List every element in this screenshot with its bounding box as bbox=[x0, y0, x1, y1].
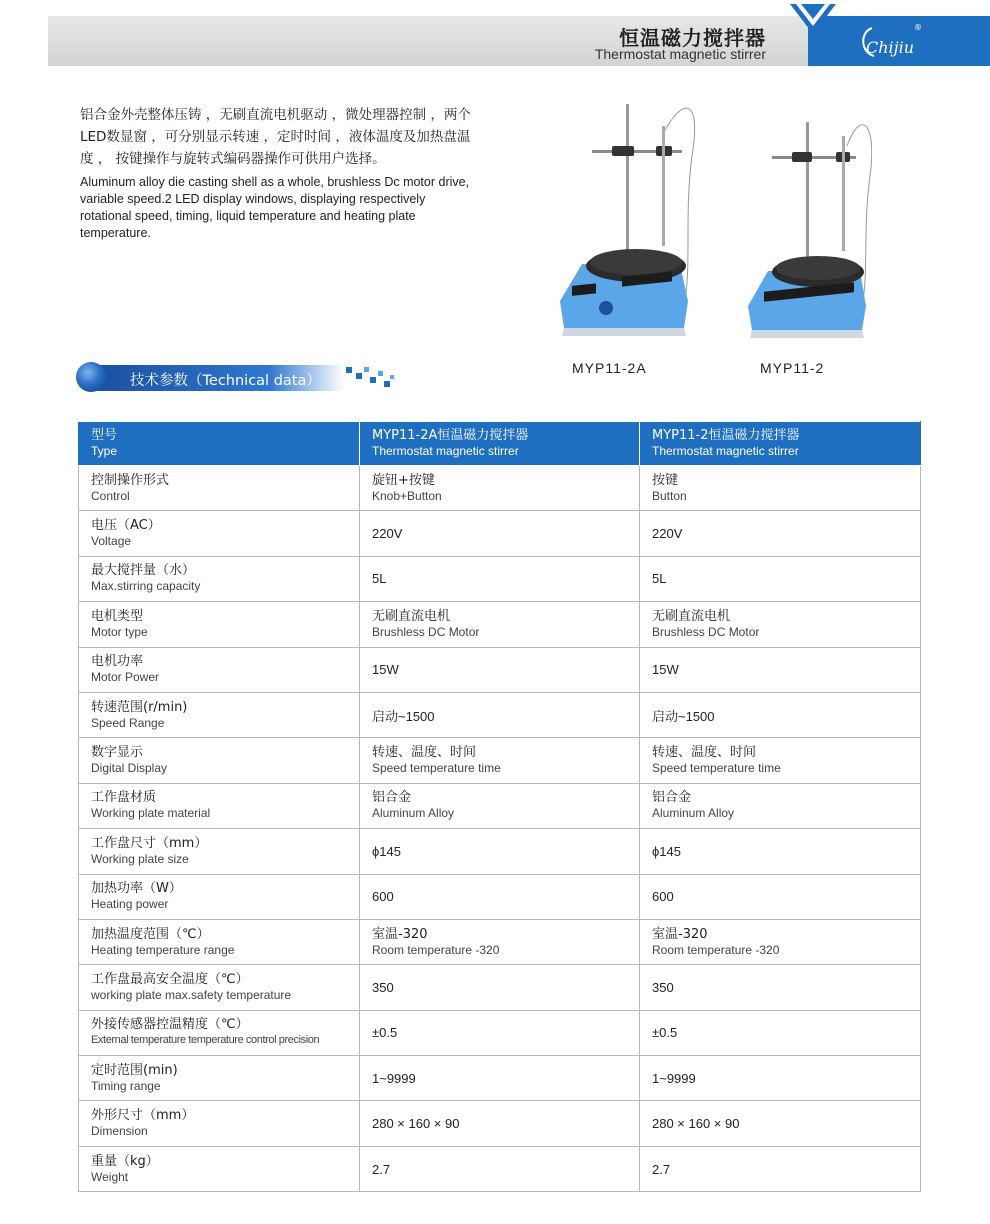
header-cn: MYP11-2恒温磁力搅拌器 bbox=[652, 428, 800, 443]
value-cell bbox=[360, 556, 640, 601]
page-title: 恒温磁力搅拌器 bbox=[619, 26, 766, 50]
label-en: Timing range bbox=[91, 1078, 161, 1093]
row-label bbox=[79, 511, 360, 556]
pixel-decoration-icon bbox=[344, 365, 398, 391]
section-heading: 技术参数（Technical data） bbox=[130, 373, 321, 389]
brand-logo-text: Chijiu bbox=[866, 38, 915, 57]
header-cell bbox=[79, 422, 360, 466]
header-en: Type bbox=[91, 444, 118, 458]
value: 15W bbox=[652, 662, 679, 678]
value-cn: 无刷直流电机 bbox=[372, 608, 451, 624]
product-caption-myp11-2a: MYP11-2A bbox=[572, 360, 647, 376]
value-cn: 旋钮+按键 bbox=[372, 472, 435, 488]
value-cell bbox=[640, 466, 921, 511]
value-cell bbox=[640, 738, 921, 783]
label-en: External temperature temperature control precision bbox=[91, 1034, 320, 1047]
banner-chevron-icon bbox=[790, 4, 836, 34]
value: ±0.5 bbox=[652, 1025, 678, 1041]
value-en: Speed temperature time bbox=[652, 761, 781, 776]
label-cn: 控制操作形式 bbox=[91, 472, 170, 488]
value-cell bbox=[640, 1101, 921, 1146]
value-en: Room temperature -320 bbox=[372, 942, 500, 957]
value-cell bbox=[360, 466, 640, 511]
row-label bbox=[79, 1146, 360, 1191]
value-en: Button bbox=[652, 488, 687, 503]
value: 5L bbox=[652, 571, 667, 587]
row-label bbox=[79, 1101, 360, 1146]
table-row bbox=[79, 1056, 921, 1101]
value: 280 × 160 × 90 bbox=[652, 1116, 740, 1132]
value: 600 bbox=[652, 889, 674, 905]
value-cell bbox=[360, 919, 640, 964]
label-cn: 重量（kg） bbox=[91, 1153, 159, 1169]
label-en: Motor type bbox=[91, 624, 148, 639]
value-cell bbox=[360, 1056, 640, 1101]
value-cell bbox=[360, 1010, 640, 1055]
value-cell bbox=[640, 874, 921, 919]
value: 2.7 bbox=[372, 1161, 391, 1177]
value-cell bbox=[360, 783, 640, 828]
label-cn: 工作盘最高安全温度（℃） bbox=[91, 971, 249, 987]
table-row bbox=[79, 829, 921, 874]
value-cell bbox=[360, 602, 640, 647]
row-label bbox=[79, 874, 360, 919]
label-en: Weight bbox=[91, 1169, 129, 1184]
row-label bbox=[79, 738, 360, 783]
label-cn: 外接传感器控温精度（℃） bbox=[91, 1017, 249, 1033]
label-cn: 加热温度范围（℃） bbox=[91, 926, 210, 942]
label-en: Dimension bbox=[91, 1124, 148, 1139]
value-cell bbox=[640, 602, 921, 647]
table-row bbox=[79, 919, 921, 964]
table-row bbox=[79, 692, 921, 737]
value-cell bbox=[640, 692, 921, 737]
table-header-row bbox=[79, 422, 921, 466]
row-label bbox=[79, 466, 360, 511]
table-row bbox=[79, 602, 921, 647]
value-en: Aluminum Alloy bbox=[372, 806, 455, 821]
value: 1~9999 bbox=[372, 1070, 416, 1086]
value-cell bbox=[640, 647, 921, 692]
row-label bbox=[79, 919, 360, 964]
label-cn: 加热功率（W） bbox=[91, 881, 182, 897]
label-en: Working plate material bbox=[91, 806, 211, 821]
product-image-myp11-2 bbox=[742, 116, 872, 346]
value: ±0.5 bbox=[372, 1025, 398, 1041]
value: 220V bbox=[652, 526, 683, 542]
svg-text:®: ® bbox=[914, 23, 922, 32]
value: 15W bbox=[372, 662, 399, 678]
value: 启动~1500 bbox=[652, 708, 715, 724]
table-row bbox=[79, 1010, 921, 1055]
value-cn: 转速、温度、时间 bbox=[652, 745, 757, 761]
value-cell bbox=[360, 1146, 640, 1191]
label-cn: 工作盘尺寸（mm） bbox=[91, 835, 208, 851]
table-row bbox=[79, 1101, 921, 1146]
value-cell bbox=[360, 829, 640, 874]
product-caption-myp11-2: MYP11-2 bbox=[760, 360, 825, 376]
table-row bbox=[79, 965, 921, 1010]
label-en: Control bbox=[91, 488, 130, 503]
product-image-myp11-2a bbox=[552, 96, 702, 344]
label-en: Voltage bbox=[91, 534, 132, 549]
label-cn: 数字显示 bbox=[91, 745, 144, 761]
label-cn: 工作盘材质 bbox=[91, 790, 157, 806]
label-cn: 外形尺寸（mm） bbox=[91, 1108, 195, 1124]
value-cell bbox=[640, 783, 921, 828]
value-cn: 按键 bbox=[652, 472, 679, 488]
table-row bbox=[79, 874, 921, 919]
table-row bbox=[79, 738, 921, 783]
value: ϕ145 bbox=[372, 843, 401, 859]
value-cell bbox=[640, 829, 921, 874]
label-cn: 电机功率 bbox=[91, 654, 144, 670]
value-cn: 无刷直流电机 bbox=[652, 608, 731, 624]
row-label bbox=[79, 692, 360, 737]
row-label bbox=[79, 965, 360, 1010]
value-cell bbox=[360, 692, 640, 737]
value: 350 bbox=[652, 979, 674, 995]
value-en: Room temperature -320 bbox=[652, 942, 780, 957]
value: 2.7 bbox=[652, 1161, 671, 1177]
table-row bbox=[79, 556, 921, 601]
row-label bbox=[79, 829, 360, 874]
label-cn: 转速范围(r/min) bbox=[91, 699, 188, 715]
value-en: Knob+Button bbox=[372, 488, 442, 503]
value-cell bbox=[360, 738, 640, 783]
value-cell bbox=[640, 556, 921, 601]
value: 600 bbox=[372, 889, 394, 905]
label-cn: 最大搅拌量（水） bbox=[91, 563, 196, 579]
value-cell bbox=[640, 919, 921, 964]
value-cell bbox=[640, 965, 921, 1010]
header-cell bbox=[640, 422, 921, 466]
row-label bbox=[79, 783, 360, 828]
value-cell bbox=[640, 1056, 921, 1101]
value-cn: 铝合金 bbox=[652, 790, 692, 806]
header-cell bbox=[360, 422, 640, 466]
row-label bbox=[79, 1056, 360, 1101]
label-cn: 定时范围(min) bbox=[91, 1062, 178, 1078]
value: 1~9999 bbox=[652, 1070, 696, 1086]
value: ϕ145 bbox=[652, 843, 681, 859]
label-cn: 电压（AC） bbox=[91, 518, 161, 534]
header-cn: MYP11-2A恒温磁力搅拌器 bbox=[372, 428, 529, 443]
header-en: Thermostat magnetic stirrer bbox=[372, 444, 519, 458]
intro-text-en: Aluminum alloy die casting shell as a whole, brushless Dc motor drive, variable speed.2 LED display windows, displaying respectively rotational speed, timing, liquid temperature and heating plate temperature. bbox=[80, 175, 470, 240]
value-cn: 室温-320 bbox=[652, 926, 708, 942]
row-label bbox=[79, 602, 360, 647]
row-label bbox=[79, 556, 360, 601]
table-row bbox=[79, 511, 921, 556]
value-en: Speed temperature time bbox=[372, 761, 501, 776]
label-en: working plate max.safety temperature bbox=[91, 987, 292, 1002]
label-en: Motor Power bbox=[91, 670, 160, 685]
label-en: Digital Display bbox=[91, 761, 168, 776]
table-row bbox=[79, 783, 921, 828]
page-subtitle: Thermostat magnetic stirrer bbox=[594, 46, 766, 62]
table-row bbox=[79, 647, 921, 692]
value-cell bbox=[640, 511, 921, 556]
row-label bbox=[79, 1010, 360, 1055]
value: 280 × 160 × 90 bbox=[372, 1116, 460, 1132]
value-cell bbox=[640, 1146, 921, 1191]
value-cell bbox=[360, 874, 640, 919]
value-cell bbox=[360, 965, 640, 1010]
value-en: Brushless DC Motor bbox=[372, 624, 480, 639]
label-en: Heating temperature range bbox=[91, 942, 235, 957]
value-cell bbox=[360, 647, 640, 692]
row-label bbox=[79, 647, 360, 692]
header-en: Thermostat magnetic stirrer bbox=[652, 444, 799, 458]
label-en: Heating power bbox=[91, 897, 169, 912]
value: 5L bbox=[372, 571, 387, 587]
label-en: Speed Range bbox=[91, 715, 165, 730]
header-cn: 型号 bbox=[91, 428, 118, 443]
label-en: Max.stirring capacity bbox=[91, 579, 201, 594]
label-en: Working plate size bbox=[91, 851, 189, 866]
table-row bbox=[79, 466, 921, 511]
section-bullet-icon bbox=[76, 362, 106, 392]
intro-text-cn: 铝合金外壳整体压铸 ，无刷直流电机驱动 ，微处理器控制 ，两个LED数显窗 ，可分别显示转速 ，定时时间 ，液体温度及加热盘温度 ， 按键操作与旋转式编码器操作可供用户选择。 bbox=[80, 107, 471, 167]
value: 350 bbox=[372, 979, 394, 995]
value-cn: 铝合金 bbox=[372, 790, 412, 806]
value: 220V bbox=[372, 526, 403, 542]
value-cell bbox=[360, 1101, 640, 1146]
value-cell bbox=[360, 511, 640, 556]
value-cn: 转速、温度、时间 bbox=[372, 745, 477, 761]
value-en: Brushless DC Motor bbox=[652, 624, 760, 639]
value-cell bbox=[640, 1010, 921, 1055]
table-row bbox=[79, 1146, 921, 1191]
label-cn: 电机类型 bbox=[91, 608, 144, 624]
technical-data-table bbox=[78, 421, 921, 1192]
value: 启动~1500 bbox=[372, 708, 435, 724]
value-en: Aluminum Alloy bbox=[652, 806, 735, 821]
value-cn: 室温-320 bbox=[372, 926, 428, 942]
